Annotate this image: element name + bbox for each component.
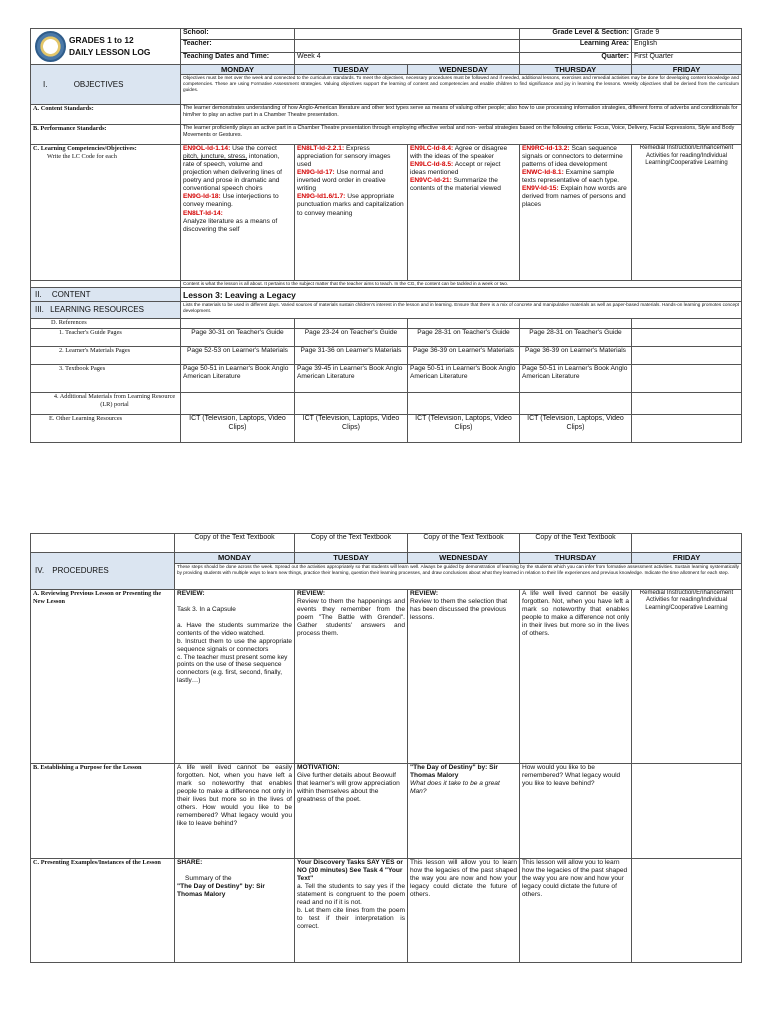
area-label: Learning Area: xyxy=(520,40,632,52)
step-a-friday: Remedial Instruction/Enhancement Activities for reading/Individual Learning/Cooperative Learning xyxy=(632,590,742,764)
step-text: Review to them the happenings and events they remember from the poem "The Battle with Grendel". Gather students' answers and process them. xyxy=(297,598,405,638)
objectives-note: Objectives must be met over the week and connected to the curriculum standards. To meet the objectives, necessary procedures must be followed and if needed, additional lessons, exercises and remedial activities may be done for developing content knowledge and competencies. These are using Formative Assessment strategies. Valuing objectives support the learning of content and competencies and enable children to find significance and joy in learning the lessons. Weekly objectives shall be derived from the curriculum guides. xyxy=(181,75,742,105)
content-note: Content is what the lesson is all about. It pertains to the subject matter that the teacher aims to teach. In the CG, the content can be tackled in a week or two. xyxy=(181,281,742,288)
step-text: Review to them the selection that has been discussed the previous lessons. xyxy=(410,598,508,622)
day-thursday: THURSDAY xyxy=(520,65,632,75)
lc-code: EN8LT-Id-14: xyxy=(183,209,223,217)
lc-text: Examine sample texts representative of each type. xyxy=(522,169,620,185)
step-heading: Your Discovery Tasks SAY YES or NO (30 minutes) See Task 4 "Your Text" xyxy=(297,859,403,883)
grade-value[interactable]: Grade 9 xyxy=(632,29,742,40)
additional-materials-label: 4. Additional Materials from Learning Resource (LR) portal xyxy=(31,393,181,415)
grade-label: Grade Level & Section: xyxy=(520,29,632,40)
lc-text: Explain how words are derived from names of persons and places xyxy=(522,185,627,209)
other-thursday: ICT (Television, Laptops, Video Clips) xyxy=(520,415,632,443)
additional-empty-2 xyxy=(295,393,408,415)
task-item: c. The teacher must present some key points on the use of these sequence connectors (e.g. first, second, finally, lastly…) xyxy=(177,653,288,685)
textbook-friday xyxy=(632,365,742,393)
competencies-monday xyxy=(181,145,295,281)
teachers-guide-label: 1. Teacher's Guide Pages xyxy=(31,329,181,347)
step-a-label: A. Reviewing Previous Lesson or Presenting the New Lesson xyxy=(31,590,175,764)
lc-code: EN9G-Id-17: xyxy=(297,169,335,177)
lesson-log-page-2 xyxy=(30,533,742,963)
lc-code: EN9V-Id-15: xyxy=(522,185,559,193)
copy-text-spacer xyxy=(31,534,175,553)
step-c-monday xyxy=(175,859,295,963)
lc-code: EN9G-Id1.6/1.7: xyxy=(297,193,346,201)
copy-text-monday: Copy of the Text Textbook xyxy=(175,534,295,553)
lc-text: Scan sequence signals or connectors to determine patterns of idea development xyxy=(522,145,623,169)
lesson-log-page-1 xyxy=(30,28,742,443)
deped-seal-logo xyxy=(35,31,66,62)
task-item: b. Instruct them to use the appropriate sequence signals or connectors xyxy=(177,637,292,653)
references-empty-5 xyxy=(632,319,742,329)
textbook-tuesday: Page 39-45 in Learner's Book Anglo American Literature xyxy=(295,365,408,393)
lc-text: Summarize the contents of the material viewed xyxy=(410,177,501,193)
learners-monday: Page 52-53 on Learner's Materials xyxy=(181,347,295,365)
resources-note: Lists the materials to be used in different days. Varied sources of materials sustain children's interest in the lesson and in learning. Ensure that there is a mix of concrete and manipulative materials as well as paper-based materials. Hands-on learning promotes concept development. xyxy=(181,302,742,319)
day-monday: MONDAY xyxy=(175,553,295,564)
step-b-friday xyxy=(632,764,742,859)
section-number: IV. xyxy=(35,566,45,576)
step-c-thursday: This lesson will allow you to learn how the legacies of the past shaped the way you are now and how your legacy could dictate the future of others. xyxy=(520,859,632,963)
header-logo-cell xyxy=(31,29,181,65)
competencies-sub: Write the LC Code for each xyxy=(47,152,117,160)
copy-text-wednesday: Copy of the Text Textbook xyxy=(408,534,520,553)
step-a-tuesday xyxy=(295,590,408,764)
other-tuesday: ICT (Television, Laptops, Video Clips) xyxy=(295,415,408,443)
task-item: a. Tell the students to say yes if the statement is congruent to the poem read and no if it is not. xyxy=(297,883,405,907)
section-label: PROCEDURES xyxy=(52,566,109,576)
dates-label: Teaching Dates and Time: xyxy=(181,52,295,64)
teachers-guide-friday xyxy=(632,329,742,347)
references-empty-2 xyxy=(295,319,408,329)
resources-section-heading xyxy=(31,302,181,319)
competencies-friday: Remedial Instruction/Enhancement Activities for reading/Individual Learning/Cooperative Learning xyxy=(632,145,742,281)
content-standards-text: The learner demonstrates understanding of how Anglo-American literature and other text types serve as means of valuing other people; also how to use processing information strategies, different forms of adverbs and conditionals for him/her to play an active part in a Chamber Theatre presentation. xyxy=(181,105,742,125)
day-tuesday: TUESDAY xyxy=(295,553,408,564)
day-wednesday: WEDNESDAY xyxy=(408,65,520,75)
textbook-monday: Page 50-51 in Learner's Book Anglo American Literature xyxy=(181,365,295,393)
section-number: I. xyxy=(43,79,48,89)
step-c-wednesday: This lesson will allow you to learn how the legacies of the past shaped the way you are now and how your legacy could dictate the future of others. xyxy=(408,859,520,963)
teachers-guide-tuesday: Page 23-24 on Teacher's Guide xyxy=(295,329,408,347)
step-heading: REVIEW: xyxy=(297,590,326,597)
lc-text: Use the correct xyxy=(230,145,277,153)
step-b-wednesday xyxy=(408,764,520,859)
competencies-label-cell xyxy=(31,145,181,281)
lc-text: Use appropriate punctuation marks and capitalization to convey meaning xyxy=(297,193,404,217)
competencies-wednesday xyxy=(408,145,520,281)
learners-thursday: Page 36-39 on Learner's Materials xyxy=(520,347,632,365)
additional-empty-1 xyxy=(181,393,295,415)
log-title-line1: GRADES 1 to 12 xyxy=(69,34,134,45)
references-label: D. References xyxy=(31,319,181,329)
lc-text: Express appreciation for sensory images used xyxy=(297,145,391,169)
step-question: What does it take to be a great Man? xyxy=(410,780,500,796)
content-section-heading xyxy=(31,288,181,302)
section-label: LEARNING RESOURCES xyxy=(50,305,144,315)
step-b-thursday: How would you like to be remembered? What legacy would you like to leave behind? xyxy=(520,764,632,859)
competencies-label: C. Learning Competencies/Objectives: xyxy=(33,145,137,153)
lesson-title: Lesson 3: Leaving a Legacy xyxy=(181,288,742,302)
step-a-monday xyxy=(175,590,295,764)
section-number: II. xyxy=(35,289,42,299)
objectives-section-heading xyxy=(31,65,181,105)
other-friday xyxy=(632,415,742,443)
lc-code: EN9LC-Id-8.4: xyxy=(410,145,454,153)
step-b-tuesday xyxy=(295,764,408,859)
learners-friday xyxy=(632,347,742,365)
lc-code: EN9OL-Id-1.14: xyxy=(183,145,231,153)
section-label: CONTENT xyxy=(51,289,91,299)
copy-text-thursday: Copy of the Text Textbook xyxy=(520,534,632,553)
selection-title: "The Day of Destiny" by: Sir Thomas Malory xyxy=(177,883,265,899)
copy-text-friday xyxy=(632,534,742,553)
step-heading: REVIEW: xyxy=(177,590,205,597)
step-text: Summary of the xyxy=(185,875,232,883)
teacher-value[interactable] xyxy=(295,40,520,52)
additional-empty-5 xyxy=(632,393,742,415)
additional-empty-3 xyxy=(408,393,520,415)
lc-code: EN9LC-Id-8.5: xyxy=(410,161,454,169)
references-empty-1 xyxy=(181,319,295,329)
references-empty-3 xyxy=(408,319,520,329)
step-heading: SHARE: xyxy=(177,859,203,866)
teacher-label: Teacher: xyxy=(181,40,295,52)
procedures-note: These steps should be done across the week. Spread out the activities appropriately so that students will learn well. Always be guided by demonstration of learning by the students which you can infer from formative assessment activities. Sustain learning systematically by providing students with multiple ways to learn new things, practice their learning, question their learning processes, and draw conclusions about what they learned in relation to their life experiences and previous knowledge. Indicate the time allotment for each step. xyxy=(175,564,742,590)
lc-text: Use interjections to convey meaning. xyxy=(183,193,279,209)
learners-materials-label: 2. Learner's Materials Pages xyxy=(31,347,181,365)
teachers-guide-monday: Page 30-31 on Teacher's Guide xyxy=(181,329,295,347)
day-monday: MONDAY xyxy=(181,65,295,75)
textbook-wednesday: Page 50-51 in Learner's Book Anglo American Literature xyxy=(408,365,520,393)
day-tuesday: TUESDAY xyxy=(295,65,408,75)
procedures-section-heading xyxy=(31,553,175,590)
step-c-friday xyxy=(632,859,742,963)
competencies-tuesday xyxy=(295,145,408,281)
step-heading: REVIEW: xyxy=(410,590,439,597)
step-b-label: B. Establishing a Purpose for the Lesson xyxy=(31,764,175,859)
lc-code: ENWC-Id-8.1: xyxy=(522,169,564,177)
lc-code: EN9G-Id-18: xyxy=(183,193,221,201)
step-b-monday: A life well lived cannot be easily forgotten. Not, when you have left a mark so noteworthy that enables people to make a difference not only in their lives but more so in the lives of others. How would you like to be remembered? What legacy would you like to leave behind? xyxy=(175,764,295,859)
lc-code: EN9RC-Id-13.2: xyxy=(522,145,570,153)
content-note-spacer xyxy=(31,281,181,288)
learners-tuesday: Page 31-36 on Learner's Materials xyxy=(295,347,408,365)
teachers-guide-thursday: Page 28-31 on Teacher's Guide xyxy=(520,329,632,347)
step-c-tuesday xyxy=(295,859,408,963)
day-wednesday: WEDNESDAY xyxy=(408,553,520,564)
school-label: School: xyxy=(181,29,295,40)
task-title: Task 3. In a Capsule xyxy=(177,605,236,613)
area-value[interactable]: English xyxy=(632,40,742,52)
lc-code: EN8LT-Id-2.2.1: xyxy=(297,145,345,153)
step-a-thursday: A life well lived cannot be easily forgotten. Not, when you have left a mark so noteworthy that enables people to make a difference not only in their lives but more so in the lives of others. xyxy=(520,590,632,764)
step-heading: MOTIVATION: xyxy=(297,764,340,771)
other-wednesday: ICT (Television, Laptops, Video Clips) xyxy=(408,415,520,443)
step-a-wednesday xyxy=(408,590,520,764)
section-number: III. xyxy=(35,305,44,315)
additional-empty-4 xyxy=(520,393,632,415)
day-friday: FRIDAY xyxy=(632,65,742,75)
lc-text: Accept or reject ideas mentioned xyxy=(410,161,501,177)
quarter-label: Quarter: xyxy=(520,52,632,64)
content-standards-label: A. Content Standards: xyxy=(31,105,181,125)
performance-standards-text: The learner proficiently plays an active part in a Chamber Theatre presentation through employing effective verbal and non- verbal strategies based on the following criteria: Focus, Voice, Delivery, Facial Expressions, Style and Body Movements or Gestures. xyxy=(181,125,742,145)
textbook-thursday: Page 50-51 in Learner's Book Anglo American Literature xyxy=(520,365,632,393)
lc-text: Use normal and inverted word order in creative writing xyxy=(297,169,386,193)
selection-title: "The Day of Destiny" by: Sir Thomas Malory xyxy=(410,764,498,780)
step-c-label: C. Presenting Examples/Instances of the Lesson xyxy=(31,859,175,963)
teachers-guide-wednesday: Page 28-31 on Teacher's Guide xyxy=(408,329,520,347)
lc-text: Agree or disagree with the ideas of the speaker xyxy=(410,145,508,161)
school-value[interactable] xyxy=(295,29,520,40)
learners-wednesday: Page 36-39 on Learner's Materials xyxy=(408,347,520,365)
quarter-value[interactable]: First Quarter xyxy=(632,52,742,64)
step-text: Give further details about Beowulf that learner's will grow appreciation within themselves about the greatness of the poet. xyxy=(297,772,400,804)
lc-text: pitch, juncture, stress, xyxy=(183,153,248,161)
task-item: b. Let them cite lines from the poem to test if their interpretation is correct. xyxy=(297,907,405,931)
other-resources-label: E. Other Learning Resources xyxy=(31,415,181,443)
day-thursday: THURSDAY xyxy=(520,553,632,564)
lc-code: EN9VC-Id-21: xyxy=(410,177,452,185)
performance-standards-label: B. Performance Standards: xyxy=(31,125,181,145)
log-title-line2: DAILY LESSON LOG xyxy=(69,46,151,57)
dates-value[interactable]: Week 4 xyxy=(295,52,520,64)
other-monday: ICT (Television, Laptops, Video Clips) xyxy=(181,415,295,443)
textbook-pages-label: 3. Textbook Pages xyxy=(31,365,181,393)
task-item: a. Have the students summarize the contents of the video watched. xyxy=(177,621,292,637)
copy-text-tuesday: Copy of the Text Textbook xyxy=(295,534,408,553)
section-label: OBJECTIVES xyxy=(73,79,124,89)
lc-text: Analyze literature as a means of discovering the self xyxy=(183,217,278,233)
competencies-thursday xyxy=(520,145,632,281)
day-friday: FRIDAY xyxy=(632,553,742,564)
references-empty-4 xyxy=(520,319,632,329)
lc-text: intonation, rate of speech, volume and projection when delivering lines of poetry and prose in dramatic and conventional speech choirs xyxy=(183,153,282,193)
